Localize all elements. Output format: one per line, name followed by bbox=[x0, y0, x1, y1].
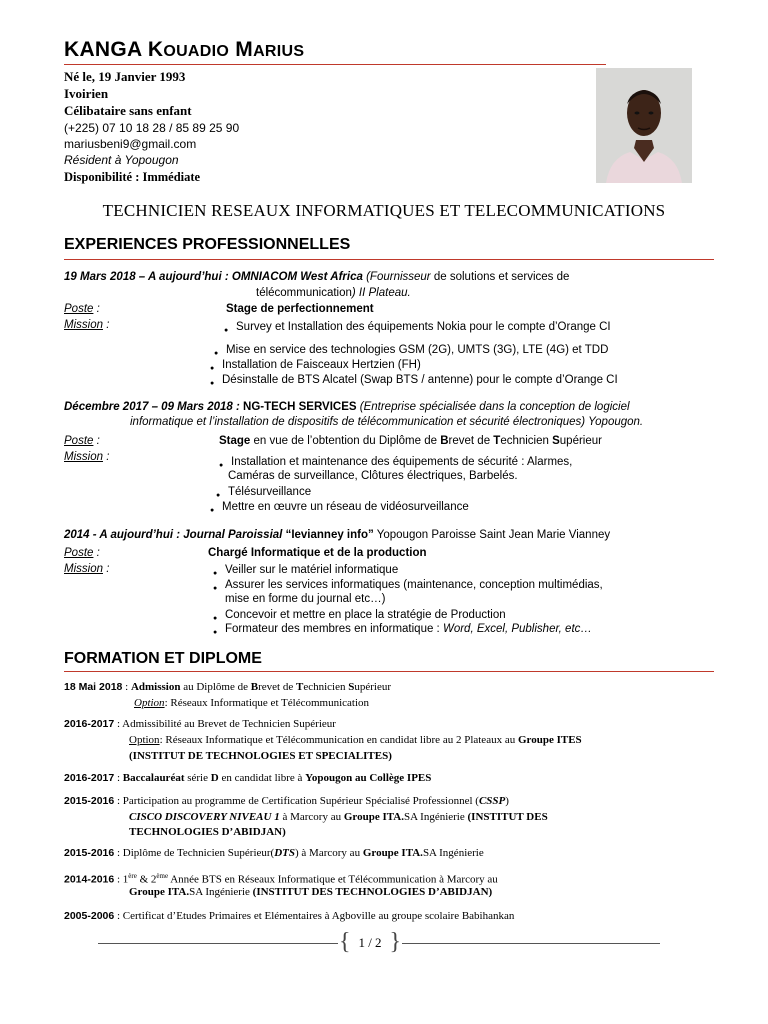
name-rest-2: ARIUS bbox=[253, 43, 305, 60]
exp2-period: Décembre 2017 – 09 Mars 2018 : bbox=[64, 401, 240, 413]
exp1-poste-label bbox=[64, 302, 100, 317]
formation-sup: ème bbox=[156, 872, 169, 880]
formation-bold: CSSP bbox=[478, 795, 506, 807]
formation-sup: ère bbox=[128, 872, 137, 880]
formation-bold: D bbox=[210, 772, 219, 784]
formation-bold: DTS bbox=[274, 847, 296, 859]
formation-initial: S bbox=[348, 681, 355, 693]
poste-colon: : bbox=[96, 435, 100, 447]
formation-text: echnicien bbox=[303, 681, 349, 693]
formation-date: 2014-2016 bbox=[64, 873, 115, 886]
formation-text: : Participation au programme de Certification Supérieur Spécialisé Professionnel ( bbox=[114, 795, 479, 807]
formation-bold: Yopougon au Collège IPES bbox=[305, 772, 432, 784]
formation-bold: (INSTITUT DES TECHNOLOGIES D’ABIDJAN) bbox=[252, 886, 493, 898]
list-item-text: Formateur des membres en informatique : bbox=[225, 623, 440, 635]
formation-text: série bbox=[184, 772, 211, 784]
email: mariusbeni9@gmail.com bbox=[64, 137, 197, 151]
phone: (+225) 07 10 18 28 / 85 89 25 90 bbox=[64, 121, 240, 135]
formation-text: : 1 bbox=[114, 873, 129, 886]
formation-date: 2015-2016 bbox=[64, 847, 115, 859]
list-item: ● Mettre en œuvre un réseau de vidéosurveillance bbox=[222, 500, 469, 515]
exp2-header bbox=[64, 400, 630, 415]
exp2-poste-label bbox=[64, 434, 100, 449]
list-item: ● Concevoir et mettre en place la stratégie de Production bbox=[225, 608, 506, 623]
exp3-place: Yopougon Paroisse Saint Jean Marie Vianney bbox=[376, 529, 611, 541]
formation-text: SA Ingénierie bbox=[403, 811, 468, 823]
formation-date: 2016-2017 bbox=[64, 718, 115, 730]
formation-date: 2015-2016 bbox=[64, 795, 115, 807]
list-item: ● Installation et maintenance des équipements de sécurité : Alarmes, bbox=[231, 455, 572, 470]
poste-label: Poste bbox=[64, 303, 94, 315]
formation-date: 2016-2017 bbox=[64, 772, 115, 784]
formation-text: ) bbox=[505, 795, 509, 807]
list-item: ● Assurer les services informatiques (maintenance, conception multimédias, bbox=[225, 578, 603, 593]
formation-bold: CISCO DISCOVERY NIVEAU 1 bbox=[129, 811, 280, 823]
formation-item-1-option bbox=[134, 696, 369, 711]
footer-line-right bbox=[402, 943, 660, 944]
formation-text: à Marcory au bbox=[279, 811, 344, 823]
exp2-desc-2: informatique et l’installation de dispositifs de télécommunication et sécurité électroniques) Yopougon. bbox=[130, 416, 644, 428]
exp3-company: Journal Paroissial bbox=[183, 529, 283, 541]
list-item-continuation: mise en forme du journal etc…) bbox=[225, 593, 386, 605]
exp3-poste-label bbox=[64, 546, 100, 561]
formation-item-2-inst: (INSTITUT DE TECHNOLOGIES ET SPECIALITES) bbox=[129, 750, 392, 762]
formation-bold: Groupe ITA. bbox=[343, 811, 404, 823]
mission-colon: : bbox=[106, 563, 110, 575]
formation-item-2 bbox=[64, 717, 336, 732]
exp1-period: 19 Mars 2018 – A aujourd’hui : bbox=[64, 271, 229, 283]
residence: Résident à Yopougon bbox=[64, 153, 179, 167]
candidate-name bbox=[64, 38, 304, 62]
formation-text: ) à Marcory au bbox=[295, 847, 363, 859]
formation-text: : bbox=[114, 772, 123, 784]
option-value: : Réseaux Informatique et Télécommunication bbox=[164, 697, 370, 709]
exp3-header bbox=[64, 528, 610, 543]
exp1-mission-label bbox=[64, 318, 109, 333]
list-item: ● Mise en service des technologies GSM (2G), UMTS (3G), LTE (4G) et TDD bbox=[226, 343, 608, 358]
list-item: ● Installation de Faisceaux Hertzien (FH) bbox=[222, 358, 421, 373]
exp2-mission-label bbox=[64, 450, 109, 465]
list-item: ● Télésurveillance bbox=[228, 485, 311, 500]
list-item: ● Survey et Installation des équipements Nokia pour le compte d’Orange CI bbox=[236, 320, 611, 335]
exp2-company: NG-TECH SERVICES bbox=[243, 401, 357, 413]
availability: Disponibilité : Immédiate bbox=[64, 170, 201, 184]
poste-text: echnicien bbox=[500, 435, 553, 447]
option-label: Option bbox=[129, 734, 160, 746]
formation-item-2-option bbox=[129, 733, 582, 748]
formation-initial: B bbox=[250, 681, 259, 693]
formation-text: au Diplôme de bbox=[180, 681, 251, 693]
formation-bold: Groupe ITES bbox=[517, 734, 582, 746]
formation-bold: Groupe ITA. bbox=[129, 886, 190, 898]
section-divider-formation bbox=[64, 671, 714, 672]
mission-label: Mission bbox=[64, 563, 103, 575]
list-item: ● Désinstalle de BTS Alcatel (Swap BTS / antenne) pour le compte d’Orange CI bbox=[222, 373, 618, 388]
mission-label: Mission bbox=[64, 451, 103, 463]
formation-item-4 bbox=[64, 794, 509, 809]
name-divider bbox=[64, 64, 606, 65]
formation-text: upérieur bbox=[354, 681, 391, 693]
section-title-formation: FORMATION ET DIPLOME bbox=[64, 650, 262, 667]
birth-date: Né le, 19 Janvier 1993 bbox=[64, 69, 186, 84]
formation-item-4-line2 bbox=[129, 810, 714, 825]
poste-initial: B bbox=[440, 435, 449, 447]
formation-item-1 bbox=[64, 680, 391, 695]
poste-initial: S bbox=[552, 435, 560, 447]
formation-item-5 bbox=[64, 846, 484, 861]
formation-text: SA Ingénierie bbox=[422, 847, 484, 859]
name-initial-1: K bbox=[147, 38, 164, 61]
poste-stage: Stage bbox=[219, 435, 251, 447]
mission-colon: : bbox=[106, 319, 110, 331]
list-item: ● Veiller sur le matériel informatique bbox=[225, 563, 398, 578]
formation-text: Année BTS en Réseaux Informatique et Télécommunication à Marcory au bbox=[168, 873, 498, 886]
formation-text: revet de bbox=[258, 681, 296, 693]
job-title: TECHNICIEN RESEAUX INFORMATIQUES ET TELECOMMUNICATIONS bbox=[102, 201, 666, 220]
exp1-header-line2 bbox=[256, 286, 411, 301]
formation-text: : bbox=[122, 681, 131, 693]
formation-bold: Baccalauréat bbox=[122, 772, 185, 784]
nationality: Ivoirien bbox=[64, 86, 109, 101]
formation-item-4-inst: TECHNOLOGIES D’ABIDJAN) bbox=[129, 826, 286, 838]
formation-item-6-line2 bbox=[129, 885, 492, 900]
footer-line-left bbox=[98, 943, 338, 944]
formation-item-7 bbox=[64, 909, 514, 924]
poste-colon: : bbox=[96, 303, 100, 315]
formation-bold: (INSTITUT DES bbox=[467, 811, 548, 823]
name-rest-1: OUADIO bbox=[163, 43, 230, 60]
section-divider-experiences bbox=[64, 259, 714, 260]
profile-photo bbox=[596, 68, 692, 183]
exp2-poste-value bbox=[219, 434, 602, 449]
option-value: : Réseaux Informatique et Télécommunication en candidat libre au 2 Plateaux au bbox=[159, 734, 516, 746]
poste-text: upérieur bbox=[559, 435, 602, 447]
list-item-tools: Word, Excel, Publisher, etc… bbox=[442, 623, 592, 635]
exp1-company: OMNIACOM West Africa bbox=[231, 271, 363, 283]
option-label: Option bbox=[134, 697, 165, 709]
page-number: 1 / 2 bbox=[358, 935, 382, 950]
list-item-continuation: Caméras de surveillance, Clôtures électriques, Barbelés. bbox=[228, 470, 518, 482]
exp3-journal: “Ievianney info” bbox=[285, 529, 374, 541]
poste-text: revet de bbox=[448, 435, 494, 447]
poste-colon: : bbox=[96, 547, 100, 559]
exp1-header bbox=[64, 270, 569, 285]
name-first: KANGA bbox=[64, 38, 142, 61]
formation-text: : Certificat d’Etudes Primaires et Elémentaires à Agboville au groupe scolaire Babihankan bbox=[114, 910, 515, 922]
formation-date: 2005-2006 bbox=[64, 910, 115, 922]
formation-text: & 2 bbox=[136, 873, 157, 886]
formation-item-3 bbox=[64, 771, 431, 786]
exp3-mission-label bbox=[64, 562, 109, 577]
mission-colon: : bbox=[106, 451, 110, 463]
exp1-desc-c: télécommunication bbox=[256, 287, 352, 299]
name-initial-2: M bbox=[235, 38, 254, 61]
formation-bold: Admission bbox=[130, 681, 181, 693]
exp3-period: 2014 - A aujourd’hui : bbox=[64, 529, 181, 541]
formation-text: en candidat libre à bbox=[218, 772, 306, 784]
formation-text: : Admissibilité au Brevet de Technicien Supérieur bbox=[114, 718, 336, 730]
exp1-desc-d: ) II Plateau. bbox=[351, 287, 411, 299]
poste-initial: T bbox=[493, 435, 501, 447]
formation-text: : Diplôme de Technicien Supérieur( bbox=[114, 847, 275, 859]
formation-initial: T bbox=[295, 681, 304, 693]
page-indicator bbox=[339, 930, 401, 956]
section-title-experiences: EXPERIENCES PROFESSIONNELLES bbox=[64, 236, 351, 253]
exp1-desc-a: (Fournisseur bbox=[366, 271, 431, 283]
exp2-desc-1: (Entreprise spécialisée dans la conception de logiciel bbox=[359, 401, 630, 413]
formation-bold: Groupe ITA. bbox=[362, 847, 423, 859]
poste-text: en vue de l’obtention du Diplôme de bbox=[250, 435, 441, 447]
mission-label: Mission bbox=[64, 319, 103, 331]
marital-status: Célibataire sans enfant bbox=[64, 103, 192, 118]
exp1-poste-value: Stage de perfectionnement bbox=[226, 303, 374, 315]
poste-label: Poste bbox=[64, 435, 94, 447]
poste-label: Poste bbox=[64, 547, 94, 559]
exp3-poste-value: Chargé Informatique et de la production bbox=[208, 547, 427, 559]
bracket-left-icon: { bbox=[339, 929, 351, 955]
list-item bbox=[225, 622, 592, 637]
exp1-desc-b: de solutions et services de bbox=[433, 271, 570, 283]
formation-date: 18 Mai 2018 bbox=[64, 681, 123, 693]
formation-text: SA Ingénierie bbox=[189, 886, 253, 898]
bracket-right-icon: } bbox=[389, 929, 401, 955]
